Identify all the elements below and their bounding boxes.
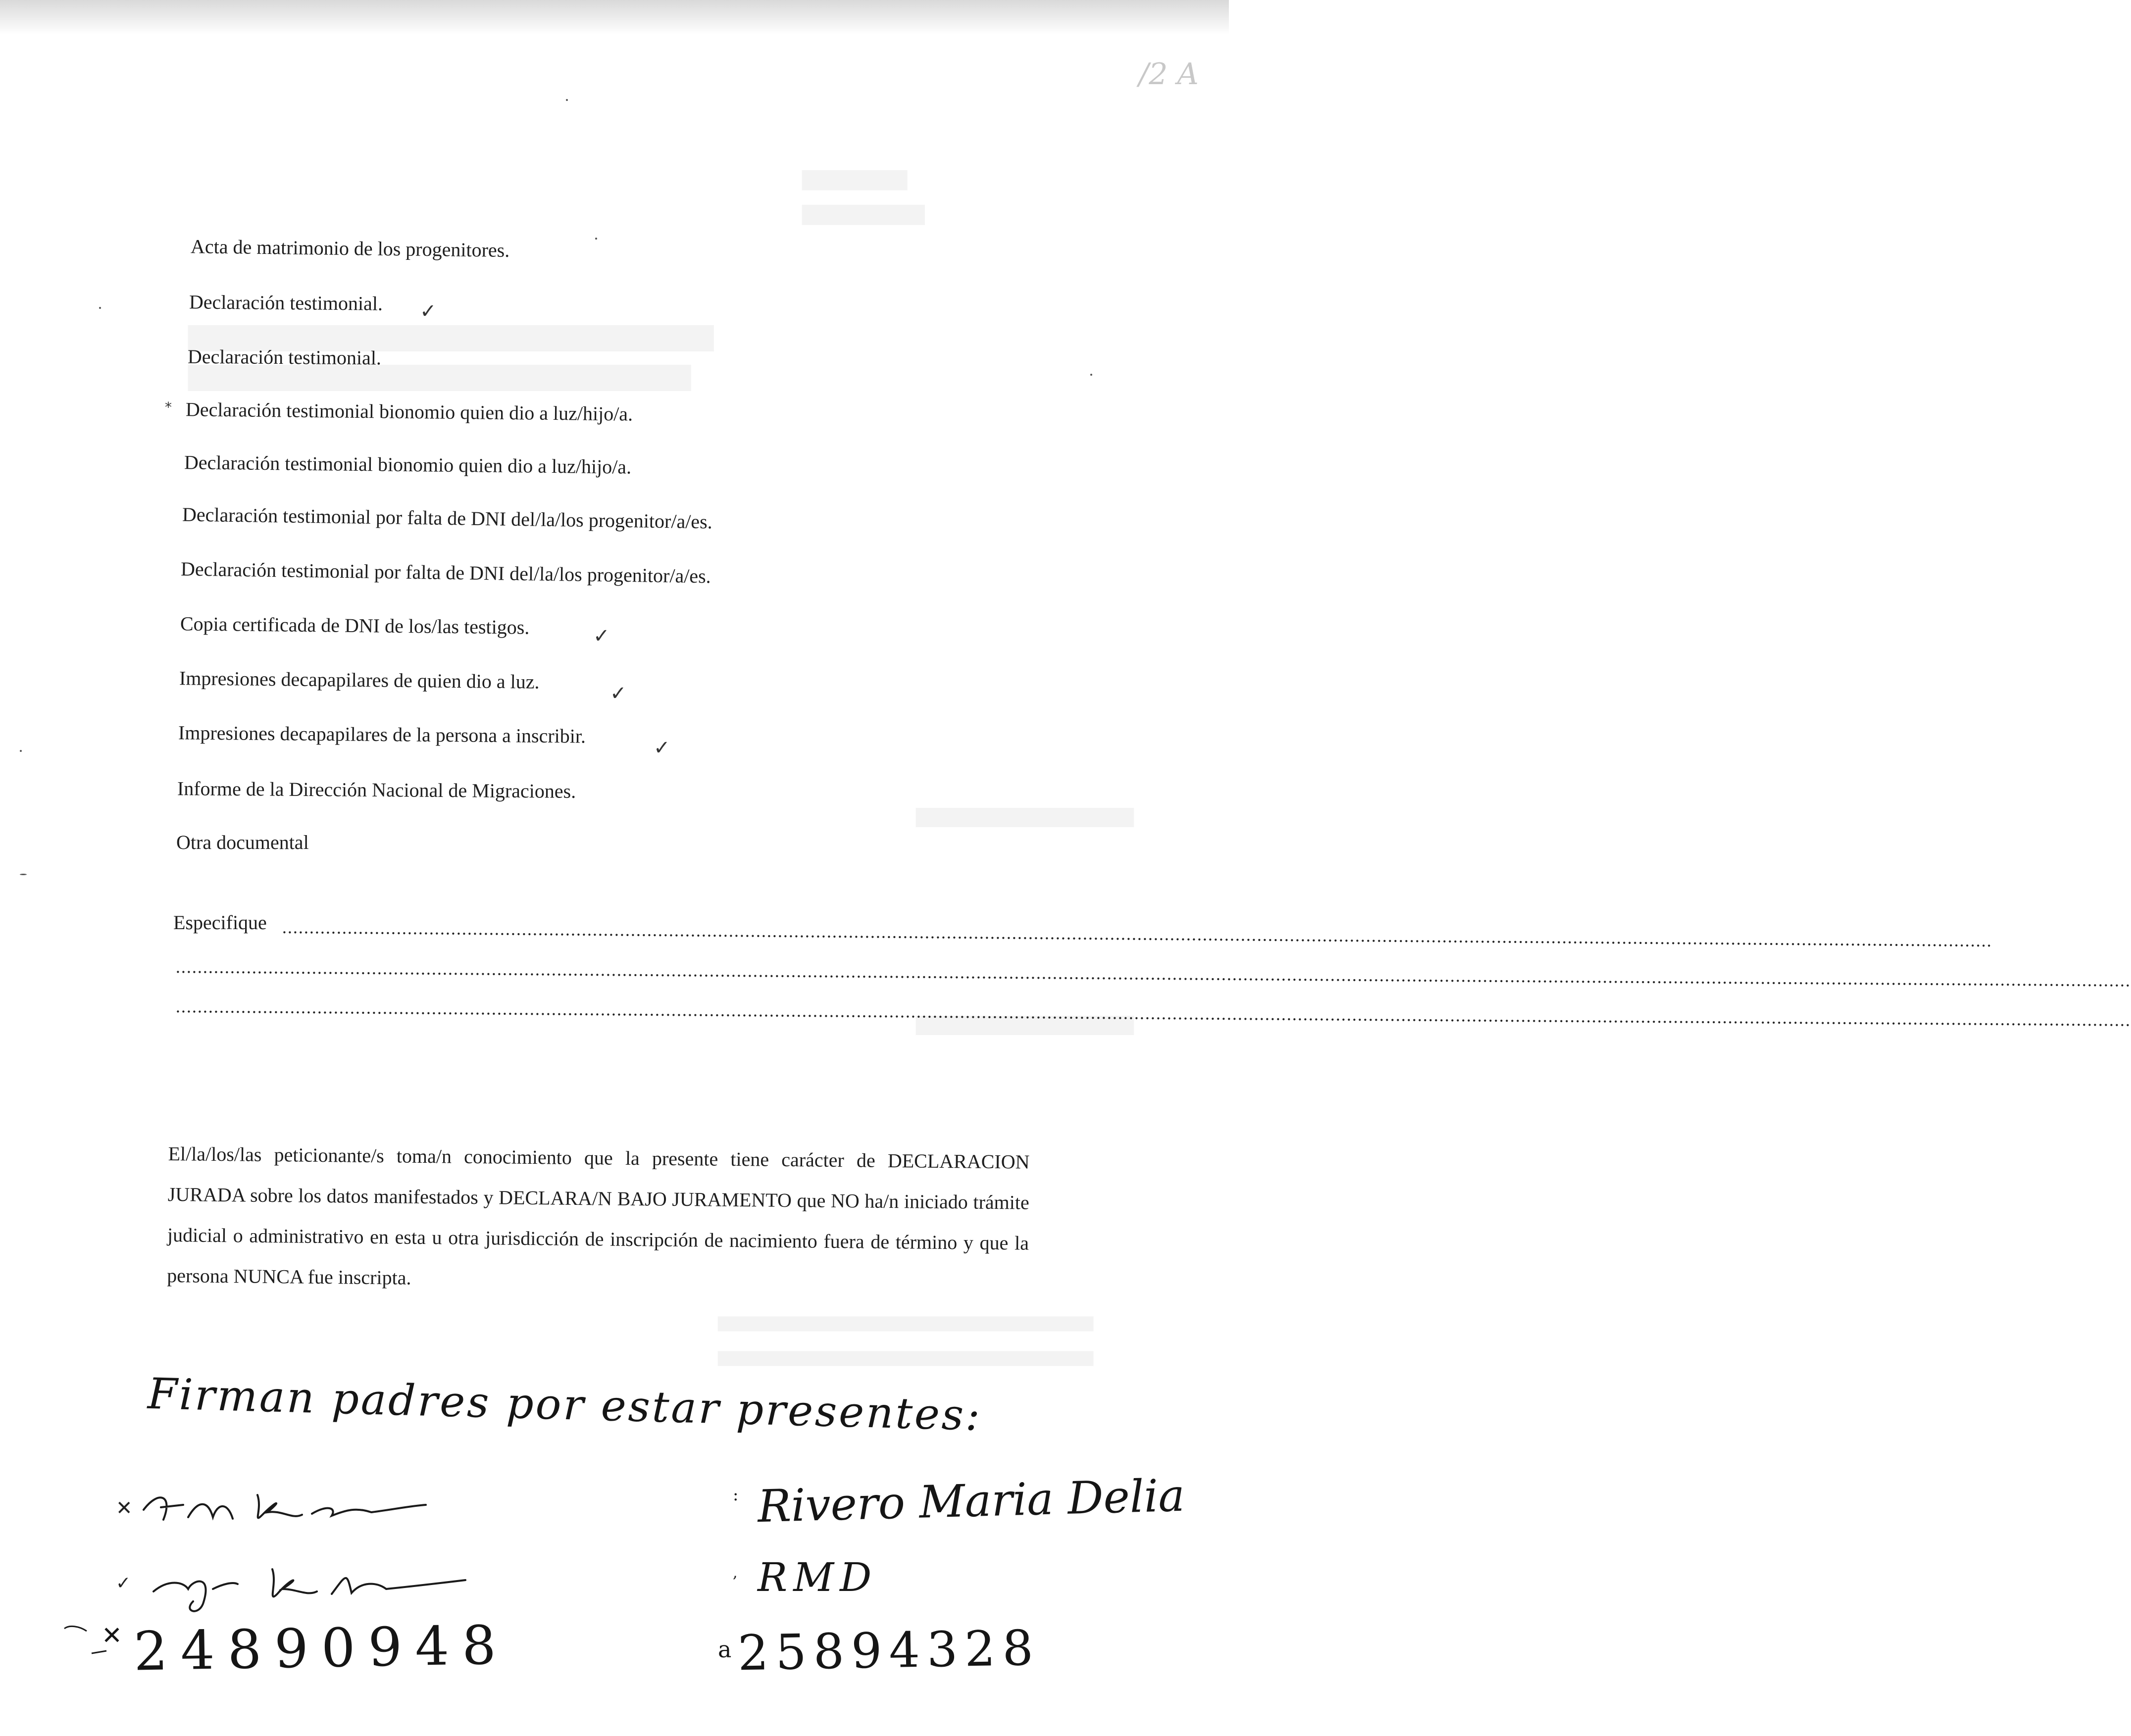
- checklist-item: Declaración testimonial bionomio quien dio a luz/hijo/a.: [185, 398, 633, 425]
- checklist-item: Declaración testimonial por falta de DNI del/la/los progenitor/a/es.: [182, 503, 713, 533]
- checklist-item: Informe de la Dirección Nacional de Migraciones.: [177, 777, 576, 802]
- specify-dotted-line[interactable]: .......................................................................................................................................................................................................................................................................................................................................................................: [175, 957, 2131, 991]
- signature-father-1: [114, 1480, 431, 1535]
- checklist-item: Copia certificada de DNI de los/las testigos.: [180, 612, 530, 639]
- checklist-item: Impresiones decapapilares de quien dio a luz.: [179, 667, 540, 693]
- svg-text:✕: ✕: [116, 1497, 133, 1520]
- check-mark: ✓: [420, 300, 437, 323]
- sworn-declaration-paragraph: El/la/los/las peticionante/s toma/n conocimiento que la presente tiene carácter de DECLARACION JURADA sobre los datos manifestados y DECLARA/N BAJO JURAMENTO que NO ha/n iniciado trámite judicial o administrativo en esta u otra jurisdicción de inscripción de nacimiento fuera de término y que la persona NUNCA fue inscripta.: [167, 1142, 1030, 1289]
- specify-dotted-line[interactable]: ..........................................................................................................................................................................................................................................................................................................................: [282, 917, 1993, 951]
- margin-dots: :: [733, 1485, 739, 1505]
- checklist-item: Declaración testimonial.: [187, 345, 382, 369]
- scan-speck: [20, 750, 22, 752]
- signature-father-2: [114, 1554, 470, 1619]
- check-mark: ✓: [593, 625, 610, 647]
- checklist-item: Declaración testimonial por falta de DNI del/la/los progenitor/a/es.: [180, 557, 711, 588]
- checklist-item: Acta de matrimonio de los progenitores.: [190, 235, 510, 261]
- specify-label: Especifique: [173, 911, 267, 934]
- show-through-text: [802, 163, 907, 190]
- margin-comma: ,: [733, 1564, 738, 1582]
- show-through-text: [916, 802, 1134, 827]
- handwritten-note: Firman padres por estar presentes:: [147, 1369, 983, 1441]
- margin-mark-3: a: [718, 1636, 732, 1663]
- scan-speck: [1090, 374, 1092, 376]
- svg-text:✓: ✓: [116, 1573, 131, 1593]
- checklist-item: Otra documental: [176, 831, 309, 853]
- show-through-text: [802, 198, 925, 225]
- handwritten-dni-right: 25894328: [737, 1620, 1041, 1682]
- checklist-item: Impresiones decapapilares de la persona a inscribir.: [178, 721, 586, 747]
- scan-speck: [566, 99, 568, 101]
- corner-folio-mark: /2 A: [1139, 57, 1199, 92]
- show-through-text: [718, 1312, 1093, 1332]
- scan-shadow: [0, 0, 1229, 35]
- margin-cross: ✕: [101, 1621, 122, 1650]
- scan-speck: [20, 874, 27, 875]
- specify-dotted-line[interactable]: .......................................................................................................................................................................................................................................................................................................................................................................: [175, 996, 2131, 1030]
- checklist-item: Declaración testimonial bionomio quien dio a luz/hijo/a.: [184, 451, 632, 478]
- check-mark: ✓: [610, 682, 627, 705]
- show-through-text: [718, 1346, 1093, 1366]
- margin-mark: *: [165, 399, 172, 415]
- handwritten-dni-left: 24890948: [133, 1614, 509, 1683]
- scan-speck: [99, 307, 101, 309]
- handwritten-initials-right: RMD: [758, 1554, 878, 1600]
- check-mark: ✓: [654, 737, 670, 759]
- checklist-item: Declaración testimonial.: [189, 291, 383, 315]
- handwritten-name-right: Rivero Maria Delia: [757, 1469, 1186, 1533]
- scan-speck: [595, 238, 597, 240]
